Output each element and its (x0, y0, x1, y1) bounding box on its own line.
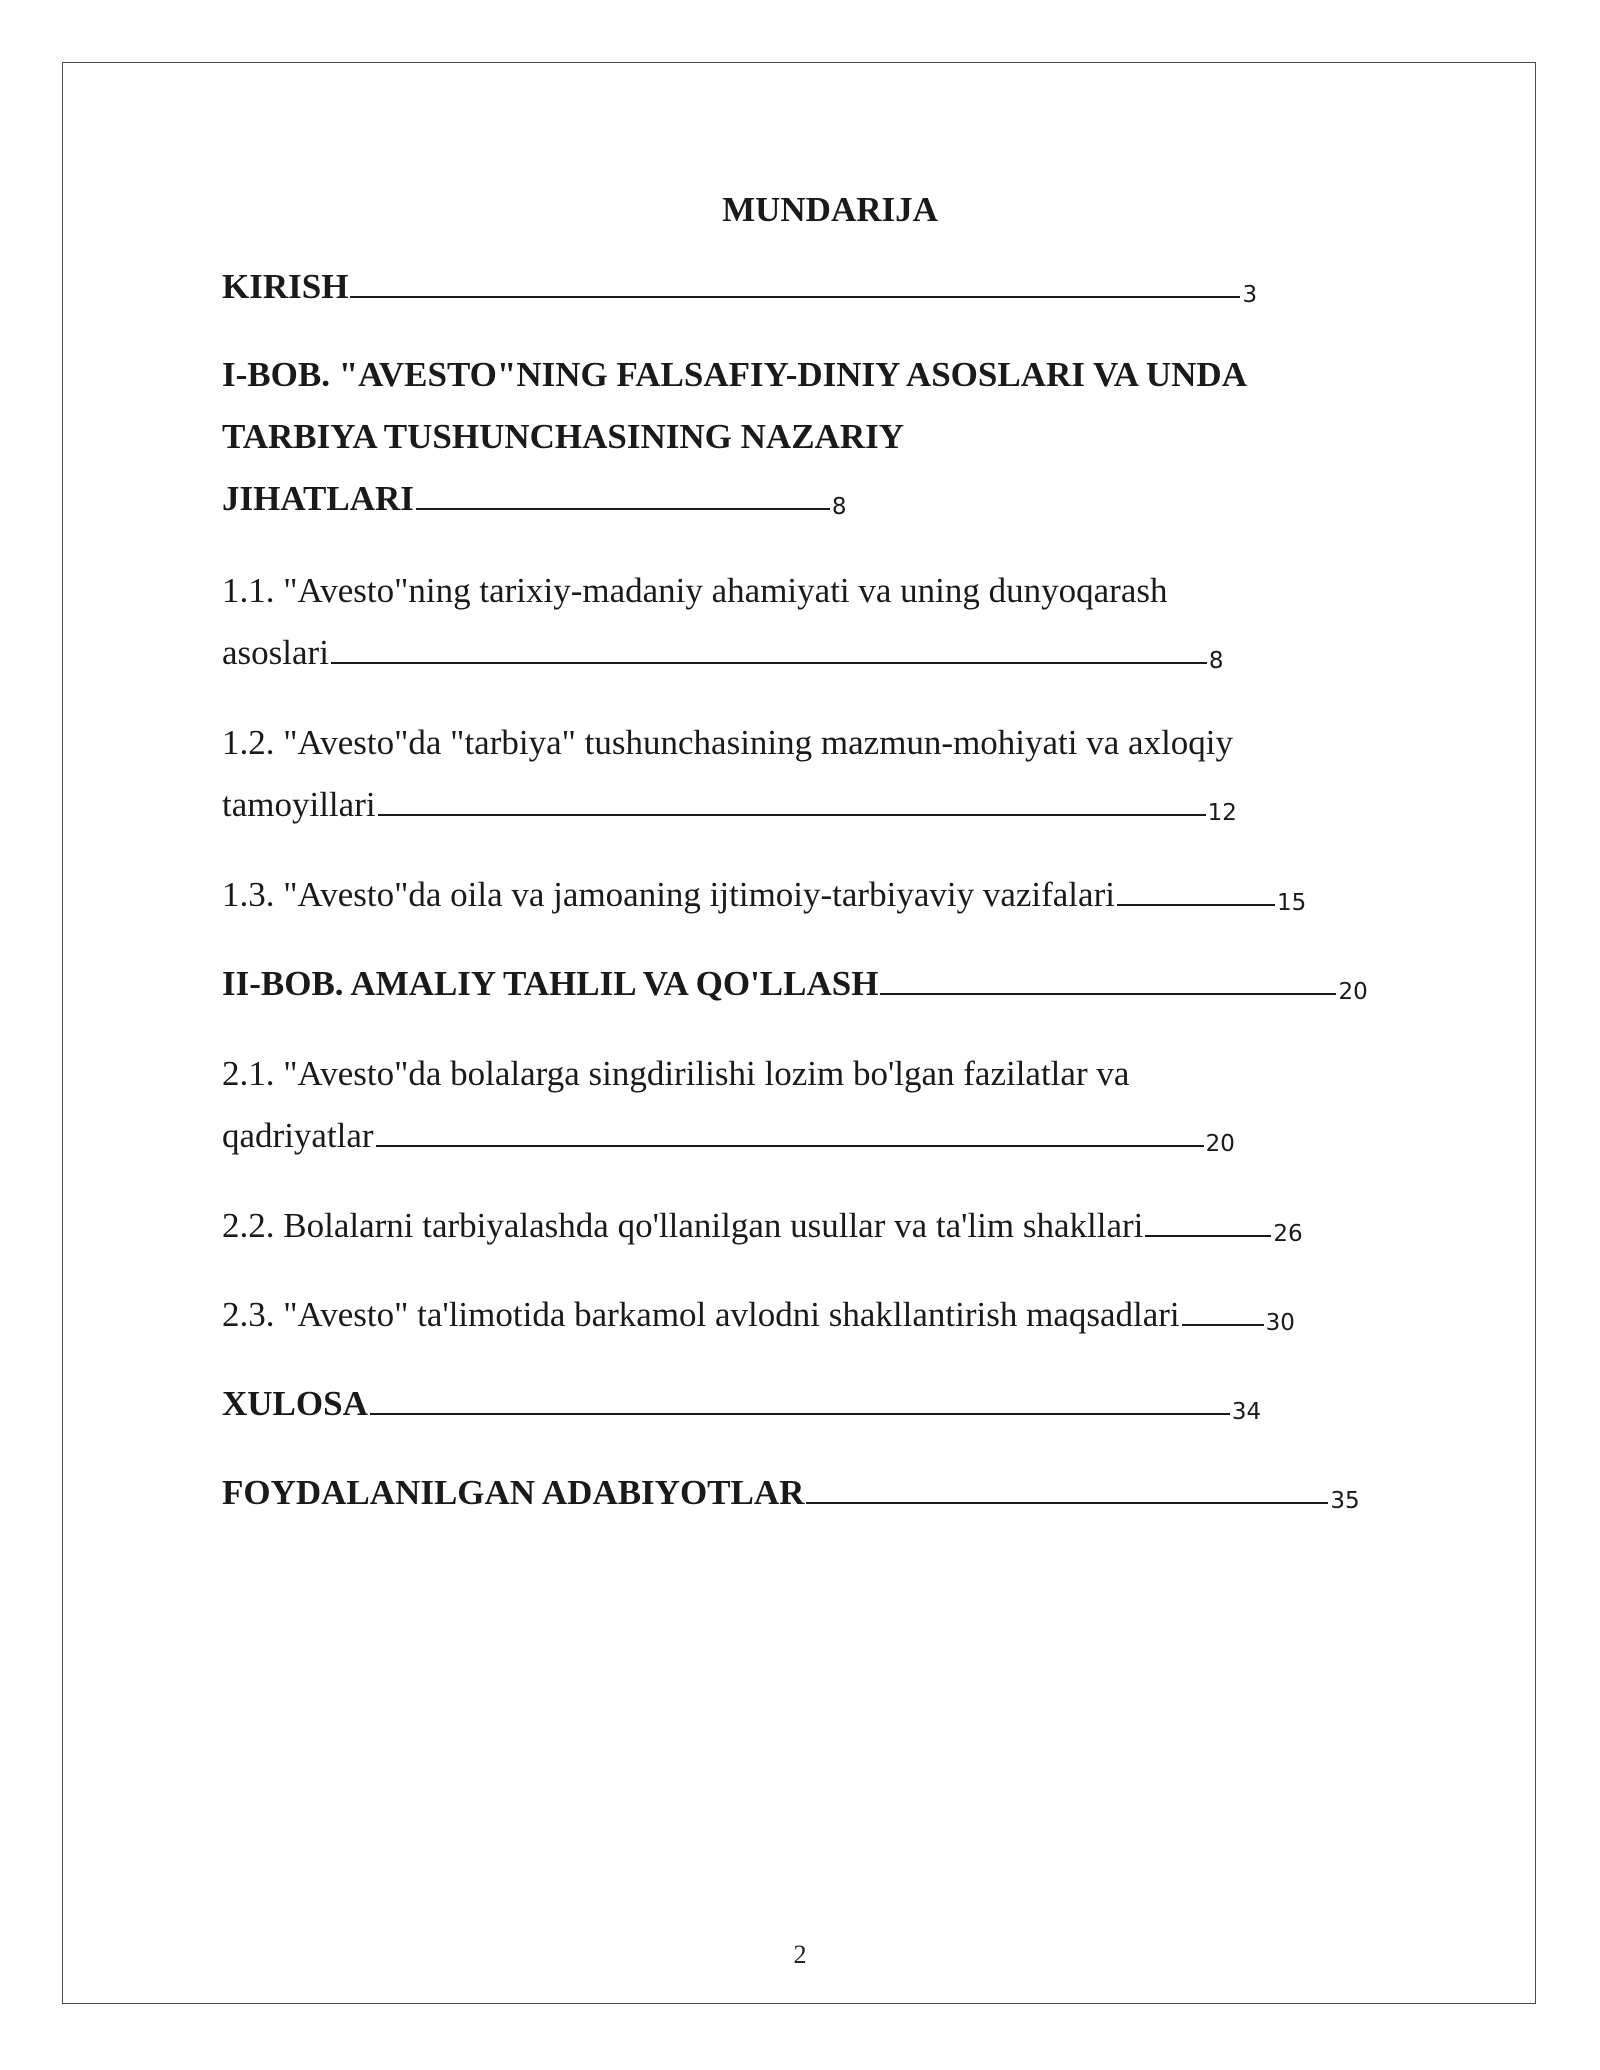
toc-page-number: 8 (1208, 648, 1224, 674)
toc-page-number: 3 (1242, 282, 1258, 308)
dot-leader (1117, 876, 1275, 906)
toc-entry-1-1[interactable] (222, 560, 1224, 692)
dot-leader (1182, 1296, 1264, 1326)
toc-page-number: 30 (1265, 1310, 1295, 1336)
toc-entry-1-3[interactable] (222, 864, 1306, 934)
toc-entry-2-3[interactable] (222, 1284, 1295, 1354)
toc-entry-label: qadriyatlar (222, 1116, 374, 1155)
toc-entry-label: tamoyillari (222, 785, 376, 824)
dot-leader (370, 1385, 1230, 1415)
toc-entry-chapter-2[interactable] (222, 953, 1368, 1023)
toc-entry-label: 1.1. "Avesto"ning tarixiy-madaniy ahamiyati va uning dunyoqarash (222, 571, 1168, 610)
toc-page-number: 8 (831, 494, 847, 520)
dot-leader (416, 480, 830, 510)
toc-entry-kirish[interactable] (222, 256, 1257, 326)
toc-title: MUNDARIJA (722, 190, 938, 229)
dot-leader (1145, 1207, 1271, 1237)
toc-entry-label: 2.2. Bolalarni tarbiyalashda qo'llanilgan usullar va ta'lim shakllari (222, 1206, 1144, 1245)
dot-leader (350, 268, 1240, 298)
dot-leader (880, 965, 1336, 995)
toc-entry-label: I-BOB. "AVESTO"NING FALSAFIY-DINIY ASOSLARI VA UNDA (222, 355, 1247, 394)
toc-page-number: 26 (1273, 1221, 1303, 1247)
toc-page-number: 15 (1276, 890, 1307, 916)
dot-leader (376, 1117, 1204, 1147)
toc-entry-xulosa[interactable] (222, 1373, 1261, 1443)
toc-page-number: 35 (1330, 1488, 1360, 1514)
toc-entry-label: JIHATLARI (222, 479, 414, 518)
dot-leader (331, 634, 1207, 664)
toc-entry-2-2[interactable] (222, 1195, 1303, 1265)
page-number: 2 (793, 1940, 807, 1969)
toc-entry-label: 1.2. "Avesto"da "tarbiya" tushunchasining mazmun-mohiyati va axloqiy (222, 723, 1234, 762)
toc-entry-references[interactable] (222, 1462, 1360, 1532)
toc-entry-label: II-BOB. AMALIY TAHLIL VA QO'LLASH (222, 964, 879, 1003)
toc-entry-label: 2.1. "Avesto"da bolalarga singdirilishi lozim bo'lgan fazilatlar va (222, 1054, 1130, 1093)
toc-entry-2-1[interactable] (222, 1043, 1235, 1175)
toc-page-number: 20 (1338, 979, 1368, 1005)
toc-entry-label: 2.3. "Avesto" ta'limotida barkamol avlodni shakllantirish maqsadlari (222, 1295, 1180, 1334)
toc-page-number: 34 (1231, 1399, 1262, 1425)
toc-entry-label: KIRISH (222, 267, 349, 306)
dot-leader (806, 1474, 1328, 1504)
toc-entry-label: FOYDALANILGAN ADABIYOTLAR (222, 1473, 805, 1512)
toc-entry-label: 1.3. "Avesto"da oila va jamoaning ijtimoiy-tarbiyaviy vazifalari (222, 875, 1115, 914)
toc-entry-chapter-1[interactable] (222, 344, 1247, 538)
toc-page-number: 20 (1205, 1131, 1235, 1157)
dot-leader (378, 786, 1206, 816)
toc-entry-label: asoslari (222, 633, 329, 672)
toc-page-number: 12 (1207, 800, 1237, 826)
toc-entry-1-2[interactable] (222, 712, 1237, 844)
toc-entry-label: XULOSA (222, 1384, 368, 1423)
toc-entry-label: TARBIYA TUSHUNCHASINING NAZARIY (222, 417, 905, 456)
